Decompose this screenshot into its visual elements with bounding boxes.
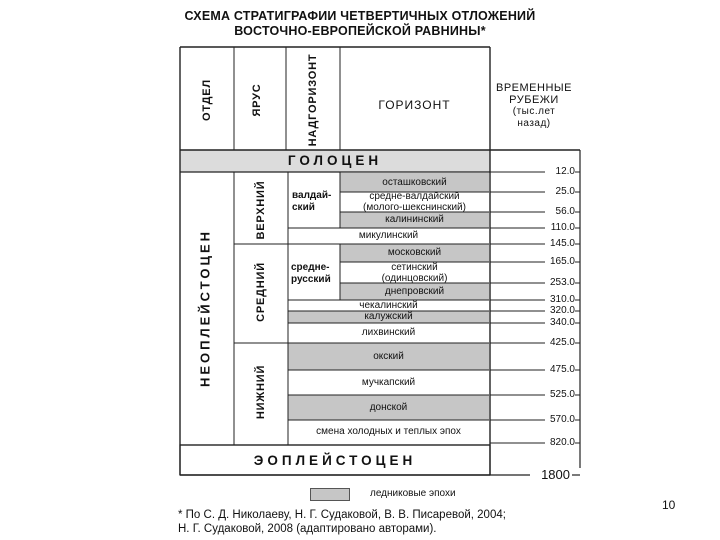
title-line-2: ВОСТОЧНО-ЕВРОПЕЙСКОЙ РАВНИНЫ*	[234, 24, 486, 38]
header-gorizont: ГОРИЗОНТ	[378, 98, 451, 112]
horizon-label-line: средне-валдайский	[369, 191, 460, 202]
title-line-1: СХЕМА СТРАТИГРАФИИ ЧЕТВЕРТИЧНЫХ ОТЛОЖЕНИЙ	[184, 9, 536, 23]
boundary-label: 525.0	[549, 389, 575, 400]
stage-upper: ВЕРХНИЙ	[255, 180, 267, 240]
horizon-label	[288, 402, 489, 413]
horizon-label	[288, 300, 489, 311]
band-eopleistocene: ЭОПЛЕЙСТОЦЕН	[253, 453, 417, 468]
horizon-label	[340, 177, 489, 188]
horizon-label-line: калининский	[385, 214, 444, 225]
page-number: 10	[662, 498, 676, 512]
stage-lower: НИЖНИЙ	[255, 364, 267, 420]
boundary-label: 475.0	[549, 364, 575, 375]
boundary-label: 820.0	[549, 437, 575, 448]
superhorizon-valdai	[292, 190, 331, 214]
band-holocene: ГОЛОЦЕН	[287, 153, 383, 168]
horizon-label	[288, 311, 489, 322]
boundary-label: 165.0	[549, 256, 575, 267]
boundary-label: 110.0	[550, 222, 575, 233]
horizon-label-line: микулинский	[358, 230, 419, 241]
footnote	[178, 508, 506, 536]
header-rubezhi	[489, 82, 579, 130]
horizon-label	[288, 230, 489, 241]
horizon-label	[288, 426, 489, 437]
horizon-label	[340, 214, 489, 225]
horizon-label-line: сетинский	[391, 261, 438, 273]
boundary-label: 320.0	[549, 305, 575, 316]
horizon-label-line: донской	[369, 401, 408, 413]
boundary-label: 12.0	[555, 166, 575, 177]
horizon-label-line: осташковский	[382, 176, 447, 188]
superhorizon-valdai-line-1: валдай-	[292, 190, 332, 201]
horizon-label-line: (молого-шекснинский)	[363, 202, 466, 213]
horizon-label-line: калужский	[364, 311, 413, 322]
horizon-label-line: московский	[387, 247, 442, 258]
header-rubezhi-line: назад)	[517, 118, 551, 129]
header-rubezhi-line: (тыс.лет	[512, 106, 556, 117]
horizon-label	[340, 247, 489, 258]
header-otdel: ОТДЕЛ	[201, 79, 213, 121]
horizon-label	[288, 377, 489, 388]
boundary-label: 253.0	[549, 277, 575, 288]
horizon-label	[340, 286, 489, 297]
horizon-label-line: окский	[373, 350, 404, 362]
base-boundary-label: 1800	[541, 467, 570, 482]
horizon-label	[288, 327, 489, 338]
footnote-line-2: Н. Г. Судаковой, 2008 (адаптировано авторами).	[178, 523, 437, 535]
boundary-label: 340.0	[549, 317, 575, 328]
horizon-label-line: мучкапский	[361, 376, 416, 388]
horizon-label-line: (одинцовский)	[381, 272, 448, 284]
horizon-label-line: лихвинский	[361, 327, 416, 338]
superhorizon-srednerusskiy	[291, 262, 331, 286]
stage-middle: СРЕДНИЙ	[255, 262, 267, 322]
header-nadgorizont: НАДГОРИЗОНТ	[307, 53, 319, 147]
section-neopleistocene: НЕОПЛЕЙСТОЦЕН	[197, 229, 213, 387]
boundary-label: 56.0	[555, 206, 575, 217]
superhorizon-srednerusskiy-line-1: средне-	[291, 262, 330, 273]
boundary-label: 425.0	[549, 337, 575, 348]
horizon-label	[288, 351, 489, 362]
superhorizon-valdai-line-2: ский	[292, 202, 315, 213]
legend-glacial-label: ледниковые эпохи	[370, 488, 456, 499]
horizon-label	[340, 191, 489, 213]
header-rubezhi-line: ВРЕМЕННЫЕ	[496, 82, 572, 94]
boundary-label: 25.0	[555, 186, 575, 197]
horizon-label-line: смена холодных и теплых эпох	[316, 425, 461, 437]
boundary-label: 310.0	[549, 294, 575, 305]
boundary-label: 570.0	[549, 414, 575, 425]
header-yarus: ЯРУС	[251, 83, 263, 117]
superhorizon-srednerusskiy-line-2: русский	[291, 274, 331, 285]
horizon-label-line: днепровский	[384, 285, 445, 297]
legend-glacial-swatch	[310, 488, 350, 501]
horizon-label-line: чекалинский	[359, 299, 418, 311]
boundary-label: 145.0	[549, 238, 575, 249]
horizon-label	[340, 262, 489, 284]
header-rubezhi-line: РУБЕЖИ	[509, 94, 559, 106]
footnote-line-1: * По С. Д. Николаеву, Н. Г. Судаковой, В. В. Писаревой, 2004;	[178, 509, 506, 521]
